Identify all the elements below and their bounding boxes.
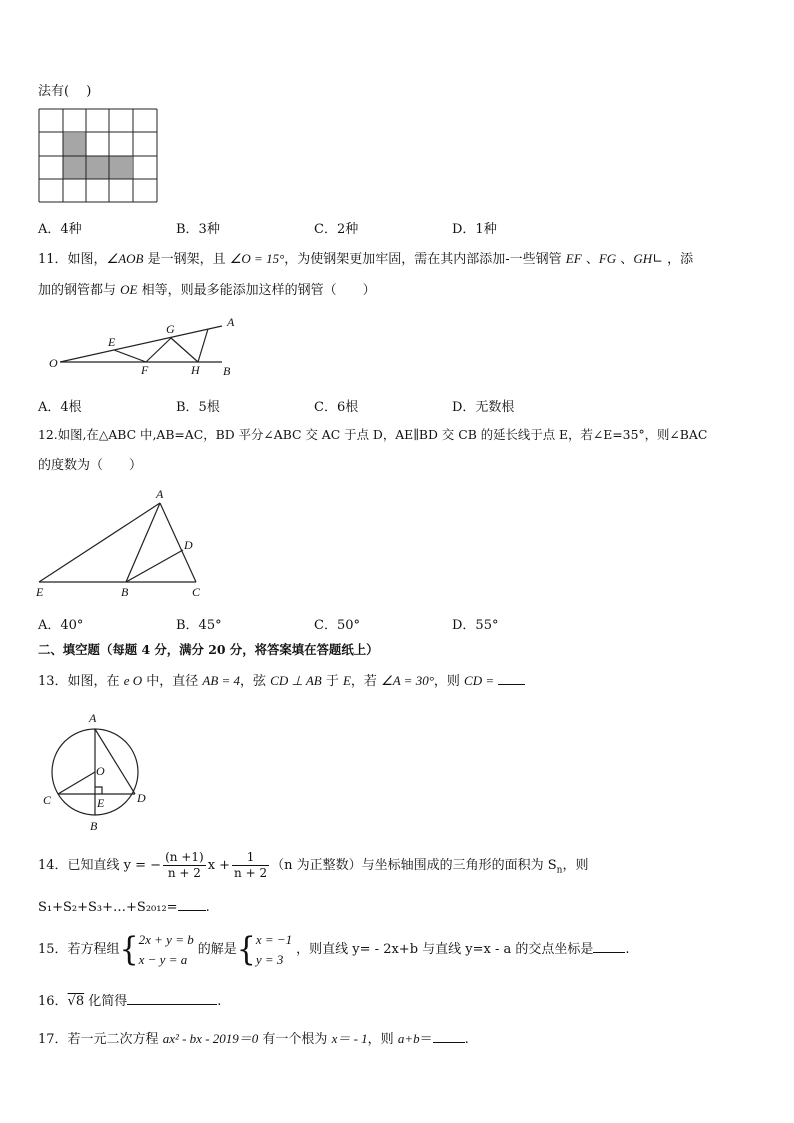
q11-text: 相等，则最多能添加这样的钢管（ ） <box>137 283 376 298</box>
q14-subscript-n: n <box>556 865 563 876</box>
q12-option-a[interactable]: A．40° <box>38 618 84 633</box>
q11-sep: 、 <box>616 252 634 267</box>
q13-circle-figure <box>38 708 154 836</box>
q15-answer-blank[interactable] <box>593 940 625 953</box>
q11-text: ∟ ，添 <box>652 252 694 267</box>
q10-option-c[interactable]: C．2种 <box>314 222 359 237</box>
q13-answer-blank[interactable] <box>498 672 525 685</box>
q14-text: x + <box>207 858 231 873</box>
grid-shaded-cell <box>109 156 132 179</box>
q14-text: （n 为正整数）与坐标轴围成的三角形的面积为 S <box>271 858 557 873</box>
q13-label-o: O <box>96 764 105 778</box>
q13-text: 13．如图，在 <box>38 674 124 689</box>
q17-stem <box>38 1030 469 1048</box>
q11-option-d[interactable]: D．无数根 <box>452 400 515 415</box>
q13-text: ，若 <box>350 674 382 689</box>
q13-text: 于 <box>321 674 343 689</box>
q12-label-b: B <box>121 585 129 599</box>
q11-label-e: E <box>108 335 116 349</box>
q17-text: ＝ <box>419 1032 433 1047</box>
q17-equation: ax² - bx - 2019＝0 <box>162 1031 259 1046</box>
q11-option-b[interactable]: B．5根 <box>176 400 220 415</box>
q17-text: ，则 <box>367 1032 398 1047</box>
q13-text: 中，直径 <box>142 674 203 689</box>
q10-option-a[interactable]: A．4种 <box>38 222 82 237</box>
q10-grid-figure <box>38 108 160 204</box>
q12-label-d: D <box>184 538 193 552</box>
q13-label-a: A <box>89 711 97 725</box>
q13-cd-eq: CD = <box>464 673 495 688</box>
q12-label-a: A <box>156 487 164 501</box>
q17-answer-blank[interactable] <box>433 1030 465 1043</box>
q11-pipe-ef: EF <box>565 251 582 266</box>
q14-fraction-2 <box>232 850 269 881</box>
q12-option-b[interactable]: B．45° <box>176 618 222 633</box>
q11-label-a: A <box>227 315 235 329</box>
q12-triangle-figure <box>34 486 206 602</box>
q13-ab-eq: AB = 4 <box>202 673 241 688</box>
equation: 2x + y = b <box>138 931 194 947</box>
q10-tail-text: 法有( ) <box>38 84 92 99</box>
q15-brace-2: { <box>236 929 256 969</box>
equation: x = −1 <box>255 931 293 947</box>
equation: x − y = a <box>138 951 188 967</box>
q15-text: 的解是 <box>197 942 237 957</box>
grid-shaded-cell <box>63 133 86 156</box>
q17-text: 17．若一元二次方程 <box>38 1032 163 1047</box>
q11-label-f: F <box>141 363 149 377</box>
q14-period: . <box>205 900 210 915</box>
q11-steel-frame-figure <box>46 313 246 379</box>
q17-root: x＝ - 1 <box>331 1031 368 1046</box>
q11-seg-oe: OE <box>120 282 138 297</box>
fraction-denominator: n + 2 <box>234 866 268 880</box>
q16-sqrt-expression: √8 <box>67 994 85 1009</box>
q11-text: ，为使钢架更加牢固，需在其内部添加-一些钢管 <box>284 252 566 267</box>
q10-option-b[interactable]: B．3种 <box>176 222 220 237</box>
q13-label-e: E <box>97 796 105 810</box>
q16-period: . <box>217 994 222 1009</box>
fraction-numerator: (n +1) <box>165 850 204 864</box>
q16-text: 化简得 <box>84 994 128 1009</box>
q12-option-d[interactable]: D．55° <box>452 618 499 633</box>
q16-text: 16． <box>38 994 68 1009</box>
q12-stem-line2: 的度数为（ ） <box>38 458 143 473</box>
q13-label-b: B <box>90 819 98 833</box>
q13-angle-a: ∠A = 30° <box>381 673 434 688</box>
q11-label-h: H <box>191 363 200 377</box>
q13-stem <box>38 672 525 690</box>
q15-system-1 <box>139 930 194 970</box>
q15-text: 15．若方程组 <box>38 942 120 957</box>
q14-text: ，则 <box>562 858 589 873</box>
q13-cd-perp: CD ⊥ AB <box>270 673 322 688</box>
grid-shaded-cell <box>63 156 86 179</box>
q13-label-d: D <box>137 791 146 805</box>
fraction-numerator: 1 <box>232 850 269 866</box>
q11-pipe-fg: FG <box>598 251 617 266</box>
q11-text: 11．如图， <box>38 252 107 267</box>
q15-period: . <box>625 942 630 957</box>
q13-text: ，弦 <box>240 674 271 689</box>
equation: y = 3 <box>255 951 284 967</box>
q14-sum-expression: S₁+S₂+S₃+…+S₂₀₁₂= <box>38 900 178 915</box>
q11-option-a[interactable]: A．4根 <box>38 400 82 415</box>
q14-text: 14．已知直线 y = − <box>38 858 162 873</box>
q14-stem-line1 <box>38 846 588 886</box>
q11-option-c[interactable]: C．6根 <box>314 400 359 415</box>
q11-text: 是一钢架，且 <box>143 252 230 267</box>
q14-stem-line2 <box>38 898 210 916</box>
q11-stem-line2 <box>38 282 376 299</box>
q13-circle-o: e O <box>123 673 143 688</box>
q17-sum: a+b <box>397 1031 420 1046</box>
q15-text: ，则直线 y= - 2x+b 与直线 y=x - a 的交点坐标是 <box>296 942 594 957</box>
q12-option-c[interactable]: C．50° <box>314 618 360 633</box>
q17-text: 有一个根为 <box>258 1032 332 1047</box>
q12-stem-line1: 12.如图,在△ABC 中,AB=AC，BD 平分∠ABC 交 AC 于点 D，AE∥BD 交 CB 的延长线于点 E，若∠E=35°，则∠BAC <box>38 427 708 442</box>
q11-stem-line1 <box>38 251 693 268</box>
fraction-denominator: n + 2 <box>167 866 201 880</box>
q11-label-o: O <box>49 356 58 370</box>
q14-fraction-1 <box>163 850 206 881</box>
q11-sep: 、 <box>581 252 599 267</box>
q14-answer-blank[interactable] <box>178 898 206 911</box>
q11-label-b: B <box>223 364 231 378</box>
q13-point-e: E <box>342 673 351 688</box>
q16-stem <box>38 992 221 1010</box>
q11-angle-o: ∠O = 15° <box>229 251 285 266</box>
section-heading-fill-in: 二、填空题（每题 4 分，满分 20 分，将答案填在答题纸上） <box>38 642 379 657</box>
q11-angle-aob: ∠AOB <box>106 251 144 266</box>
q17-period: . <box>464 1032 469 1047</box>
q13-text: ，则 <box>433 674 465 689</box>
q11-text: 加的钢管都与 <box>38 283 121 298</box>
q15-stem <box>38 928 630 972</box>
q16-answer-blank[interactable] <box>127 992 217 1005</box>
q12-label-c: C <box>192 585 201 599</box>
q13-label-c: C <box>43 793 52 807</box>
q10-option-d[interactable]: D．1种 <box>452 222 497 237</box>
q12-label-e: E <box>36 585 44 599</box>
grid-shaded-cell <box>86 156 109 179</box>
q15-brace-1: { <box>119 929 139 969</box>
q11-pipe-gh: GH <box>633 251 653 266</box>
q15-system-2 <box>256 930 292 970</box>
q11-label-g: G <box>166 322 175 336</box>
